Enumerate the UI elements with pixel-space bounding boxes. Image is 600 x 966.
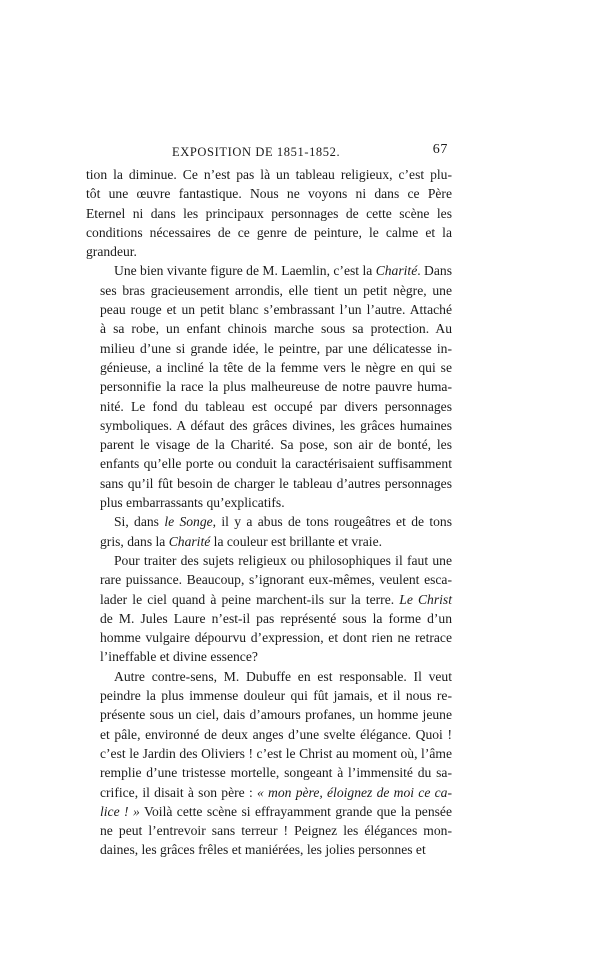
text-line xyxy=(86,705,452,724)
text-line xyxy=(86,532,452,551)
italic-text: Charité xyxy=(375,263,418,279)
text-run: Eternel ni dans les principaux personnages de cette scène les xyxy=(86,205,452,221)
text-line xyxy=(86,686,452,705)
text-run: ses bras gracieusement arrondis, elle tient un petit nègre, une xyxy=(100,282,452,298)
text-run: plus embarrassants qu’explicatifs. xyxy=(100,495,285,511)
text-run: crifice, il disait à son père : xyxy=(100,784,257,800)
running-header xyxy=(86,142,452,162)
text-run: peindre la plus immense douleur qui fût jamais, et il nous re- xyxy=(100,688,452,704)
italic-text: lice ! » xyxy=(100,803,140,819)
text-line xyxy=(86,261,452,280)
text-run: de M. Jules Laure n’est-il pas représenté sous la forme d’un xyxy=(100,610,452,626)
text-line xyxy=(86,184,452,203)
text-line xyxy=(86,609,452,628)
text-line xyxy=(86,377,452,396)
paragraph xyxy=(86,165,452,261)
text-run: Pour traiter des sujets religieux ou philosophiques il faut une xyxy=(114,552,452,568)
text-run: personnifie la race la plus malheureuse de notre pauvre huma- xyxy=(100,379,452,395)
text-line xyxy=(86,165,452,184)
running-title: EXPOSITION DE 1851-1852. xyxy=(172,145,341,159)
text-run: Une bien vivante figure de M. Laemlin, c’est la xyxy=(114,263,376,279)
text-line xyxy=(86,493,452,512)
paragraph xyxy=(86,667,452,860)
text-line xyxy=(86,300,452,319)
text-line xyxy=(86,763,452,782)
text-run: milieu d’une si grande idée, le peintre, par une délicatesse in- xyxy=(100,340,452,356)
text-line xyxy=(86,802,452,821)
text-line xyxy=(86,744,452,763)
text-line xyxy=(86,512,452,531)
text-line xyxy=(86,551,452,570)
text-line xyxy=(86,474,452,493)
text-run: enfants qu’elle porte ou conduit la caractérisaient suffisamment xyxy=(100,456,452,472)
text-line xyxy=(86,339,452,358)
text-line xyxy=(86,319,452,338)
text-line xyxy=(86,204,452,223)
text-line xyxy=(86,628,452,647)
text-run: à sa robe, un enfant chinois marche sous sa protection. Au xyxy=(100,321,452,337)
text-run: ne peut l’entrevoir sans terreur ! Peignez les élégances mon- xyxy=(100,823,452,839)
text-run: sans qu’il fût besoin de charger le tableau d’autres personnages xyxy=(100,475,452,491)
text-line xyxy=(86,435,452,454)
text-run: , il y a abus de tons rougeâtres et de tons xyxy=(212,514,453,530)
text-line xyxy=(86,840,452,859)
italic-text: Le Christ xyxy=(399,591,452,607)
italic-text: Charité xyxy=(168,533,211,549)
text-run: daines, les grâces frêles et maniérées, les jolies personnes et xyxy=(100,842,426,858)
text-line xyxy=(86,281,452,300)
text-line xyxy=(86,358,452,377)
text-line xyxy=(86,725,452,744)
paragraph xyxy=(86,512,452,551)
text-run: la couleur est brillante et vraie. xyxy=(210,533,382,549)
text-run: conditions nécessaires de ce genre de peinture, le calme et la xyxy=(86,224,452,240)
text-line xyxy=(86,416,452,435)
text-run: l’ineffable et divine essence? xyxy=(100,649,258,665)
text-line xyxy=(86,570,452,589)
text-run: peau rouge et un petit blanc s’embrassant l’un l’autre. Attaché xyxy=(100,302,452,318)
text-run: homme vulgaire dépourvu d’expression, et dont rien ne retrace xyxy=(100,630,452,646)
text-line xyxy=(86,783,452,802)
text-run: grandeur. xyxy=(86,244,137,260)
body-text xyxy=(86,165,452,860)
text-line xyxy=(86,647,452,666)
text-run: génieuse, a incliné la tête de la femme vers le nègre en qui se xyxy=(100,359,452,375)
text-line xyxy=(86,223,452,242)
text-run: Si, dans xyxy=(114,514,165,530)
text-run: . Dans xyxy=(417,263,452,279)
text-run: remplie d’une tristesse mortelle, songeant à l’immensité du sa- xyxy=(100,765,452,781)
page-number: 67 xyxy=(432,142,448,157)
italic-text: « mon père, éloignez de moi ce ca- xyxy=(257,784,452,800)
text-run: c’est le Jardin des Oliviers ! c’est le Christ au moment où, l’âme xyxy=(100,745,452,761)
paragraph xyxy=(86,261,452,512)
text-run: parent le visage de la Charité. Sa pose, son air de bonté, les xyxy=(100,437,452,453)
text-run: nité. Le fond du tableau est occupé par divers personnages xyxy=(100,398,452,414)
text-run: et pâle, environné de deux anges d’une svelte élégance. Quoi ! xyxy=(100,726,452,742)
text-line xyxy=(86,454,452,473)
text-line xyxy=(86,590,452,609)
text-run: gris, dans la xyxy=(100,533,169,549)
text-run: rare puissance. Beaucoup, s’ignorant eux-mêmes, veulent esca- xyxy=(100,572,452,588)
text-line xyxy=(86,242,452,261)
italic-text: le Songe xyxy=(164,514,213,530)
text-line xyxy=(86,667,452,686)
text-run: présente sous un ciel, dais d’amours profanes, un homme jeune xyxy=(100,707,452,723)
text-line xyxy=(86,821,452,840)
text-run: tion la diminue. Ce n’est pas là un tableau religieux, c’est plu- xyxy=(86,167,452,182)
text-run: tôt une œuvre fantastique. Nous ne voyons ni dans ce Père xyxy=(86,186,452,202)
paragraph xyxy=(86,551,452,667)
text-run: Voilà cette scène si effrayamment grande que la pensée xyxy=(139,803,452,819)
text-line xyxy=(86,397,452,416)
text-run: Autre contre-sens, M. Dubuffe en est responsable. Il veut xyxy=(114,668,452,684)
text-run: symboliques. A défaut des grâces divines, les grâces humaines xyxy=(100,417,452,433)
book-page xyxy=(86,142,452,860)
text-run: lader le ciel quand à peine marchent-ils sur la terre. xyxy=(100,591,400,607)
